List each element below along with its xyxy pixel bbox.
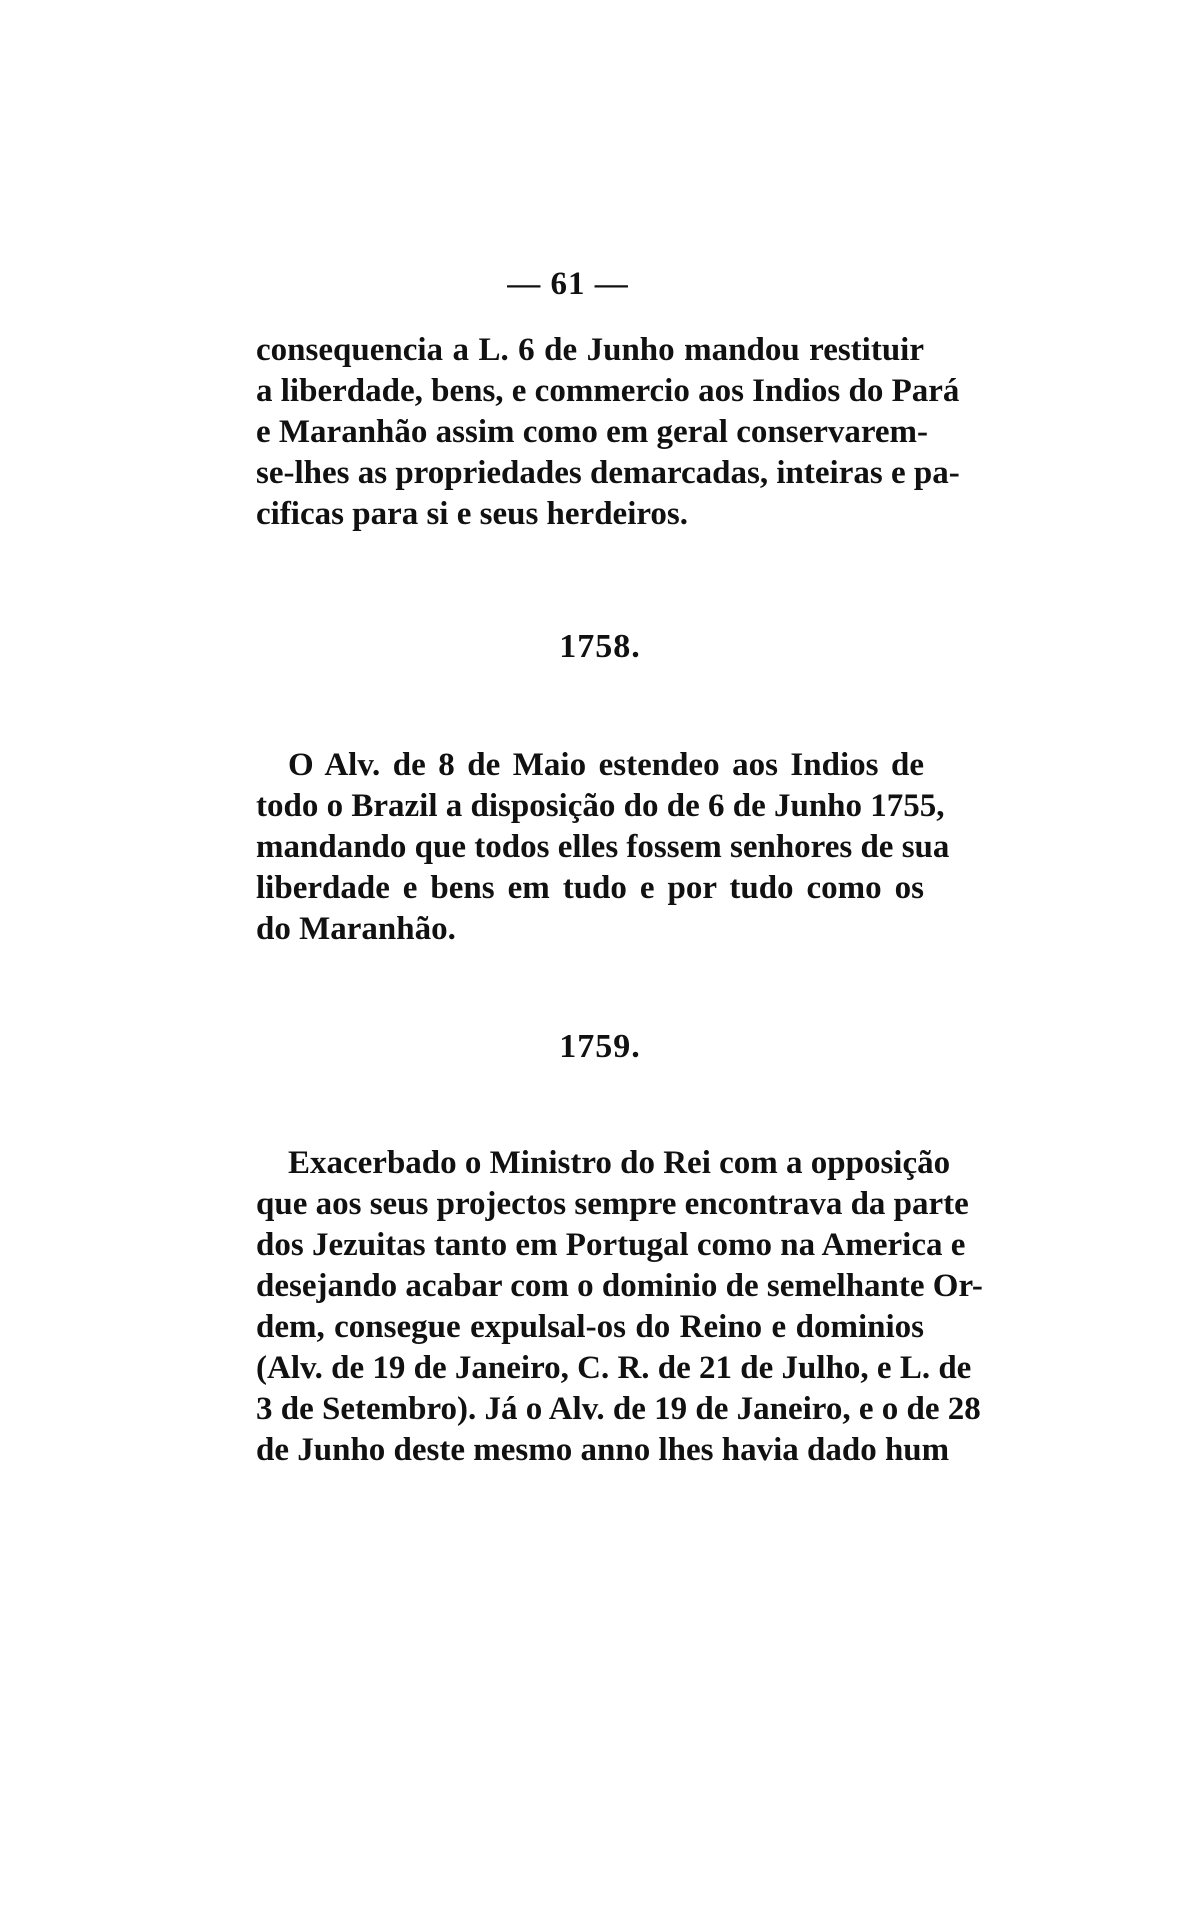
text-line: O Alv. de 8 de Maio estendeo aos Indios de bbox=[288, 747, 924, 783]
text-line: do Maranhão. bbox=[256, 911, 456, 947]
paragraph-consequencia bbox=[256, 330, 960, 535]
text-line: a liberdade, bens, e commercio aos Indios do Pará bbox=[256, 373, 960, 409]
section-year-heading: 1758. bbox=[559, 628, 641, 665]
text-line: que aos seus projectos sempre encontrava da parte bbox=[256, 1186, 969, 1222]
paragraph-alvara-maio bbox=[256, 745, 950, 950]
text-line: desejando acabar com o dominio de semelhante Or- bbox=[256, 1268, 983, 1304]
text-line: todo o Brazil a disposição do de 6 de Junho 1755, bbox=[256, 788, 945, 824]
text-line: dem, consegue expulsal-os do Reino e dominios bbox=[256, 1309, 924, 1345]
text-line: mandando que todos elles fossem senhores de sua bbox=[256, 829, 950, 865]
text-line: cificas para si e seus herdeiros. bbox=[256, 496, 689, 532]
text-line: de Junho deste mesmo anno lhes havia dado hum bbox=[256, 1432, 950, 1468]
paragraph-exacerbado bbox=[256, 1143, 983, 1471]
text-line: liberdade e bens em tudo e por tudo como os bbox=[256, 870, 924, 906]
text-line: 3 de Setembro). Já o Alv. de 19 de Janeiro, e o de 28 bbox=[256, 1391, 981, 1427]
text-line: Exacerbado o Ministro do Rei com a opposição bbox=[288, 1145, 951, 1181]
text-line: e Maranhão assim como em geral conservarem- bbox=[256, 414, 929, 450]
text-line: (Alv. de 19 de Janeiro, C. R. de 21 de Julho, e L. de bbox=[256, 1350, 972, 1386]
section-year-heading: 1759. bbox=[559, 1028, 641, 1065]
text-line: se-lhes as propriedades demarcadas, inteiras e pa- bbox=[256, 455, 960, 491]
text-line: dos Jezuitas tanto em Portugal como na America e bbox=[256, 1227, 966, 1263]
page-number: — 61 — bbox=[507, 266, 629, 302]
text-line: consequencia a L. 6 de Junho mandou restituir bbox=[256, 332, 924, 368]
